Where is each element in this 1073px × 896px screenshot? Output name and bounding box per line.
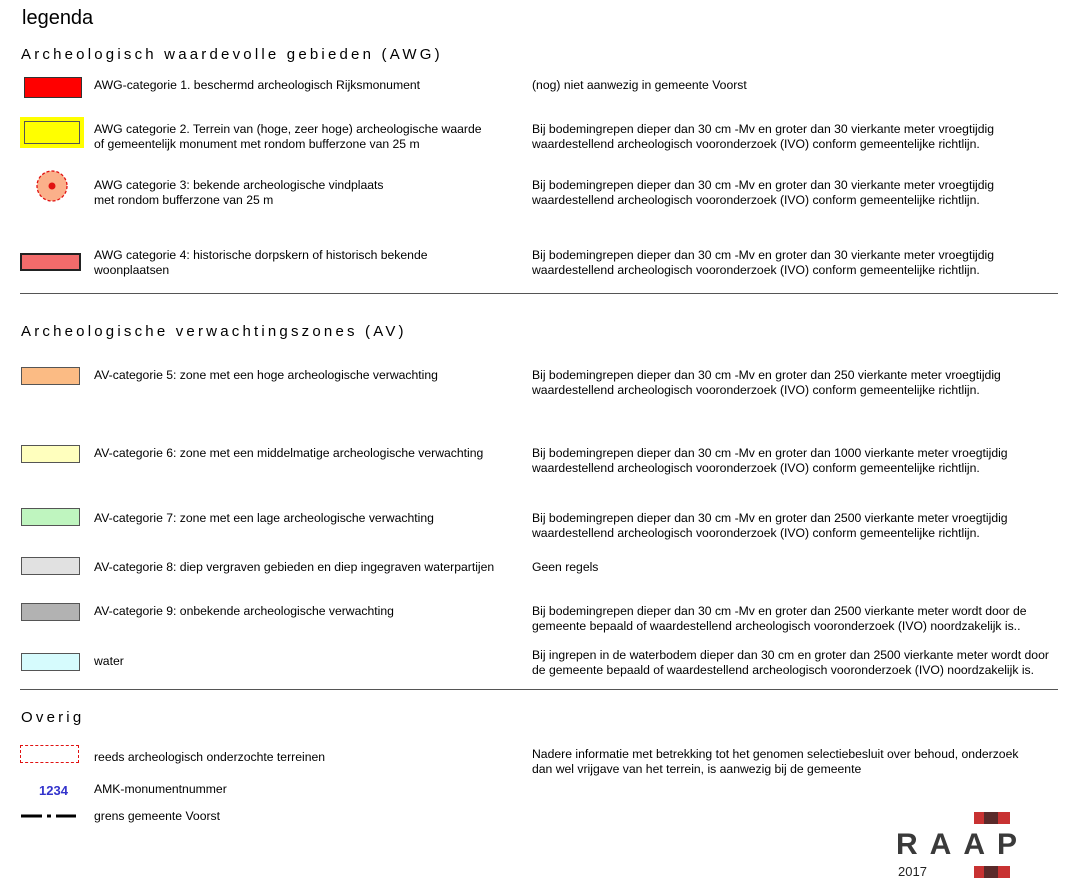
rule-av-5: Bij bodemingrepen dieper dan 30 cm -Mv en groter dan 250 vierkante meter vroegtijdig waardestellend archeologisch vooronderzoek (IVO) conform gemeentelijke richtlijn.: [532, 368, 1001, 397]
label-av-9: AV-categorie 9: onbekende archeologische verwachting: [94, 604, 394, 618]
section-heading-overig: Overig: [21, 709, 85, 726]
swatch-awg-2-outer: [20, 117, 84, 148]
rule-awg-2: Bij bodemingrepen dieper dan 30 cm -Mv en groter dan 30 vierkante meter vroegtijdig waardestellend archeologisch vooronderzoek (IVO) conform gemeentelijke richtlijn.: [532, 122, 995, 151]
swatch-awg-4: [20, 253, 81, 271]
rule-water: Bij ingrepen in de waterbodem dieper dan 30 cm en groter dan 2500 vierkante meter wordt door de gemeente bepaald of waardestellend archeologisch vooronderzoek (IVO) noordzakelijk is.: [532, 648, 1049, 677]
label-water: water: [94, 654, 124, 668]
label-awg-1: AWG-categorie 1. beschermd archeologisch Rijksmonument: [94, 78, 421, 92]
note-overig: Nadere informatie met betrekking tot het genomen selectiebesluit over behoud, onderzoek dan wel vrijgave van het terrein, is aanwezig bij de gemeente: [532, 747, 1019, 776]
swatch-av-8: [21, 557, 80, 575]
label-av-6: AV-categorie 6: zone met een middelmatige archeologische verwachting: [94, 446, 484, 460]
findspot-symbol-icon: [35, 169, 69, 203]
swatch-av-6: [21, 445, 80, 463]
label-border: grens gemeente Voorst: [94, 809, 221, 823]
divider: [20, 689, 1058, 690]
rule-av-6: Bij bodemingrepen dieper dan 30 cm -Mv en groter dan 1000 vierkante meter vroegtijdig waardestellend archeologisch vooronderzoek (IVO) conform gemeentelijke richtlijn.: [532, 446, 1008, 475]
municipality-border-line-icon: [20, 812, 78, 820]
divider: [20, 293, 1058, 294]
swatch-awg-2-inner: [24, 121, 80, 144]
label-av-5: AV-categorie 5: zone met een hoge archeologische verwachting: [94, 368, 438, 382]
swatch-investigated-terrain: [20, 745, 79, 763]
label-amk: AMK-monumentnummer: [94, 782, 227, 796]
swatch-av-9: [21, 603, 80, 621]
label-awg-4: AWG categorie 4: historische dorpskern of historisch bekende woonplaatsen: [94, 248, 428, 277]
rule-awg-4: Bij bodemingrepen dieper dan 30 cm -Mv en groter dan 30 vierkante meter vroegtijdig waardestellend archeologisch vooronderzoek (IVO) conform gemeentelijke richtlijn.: [532, 248, 995, 277]
label-av-8: AV-categorie 8: diep vergraven gebieden en diep ingegraven waterpartijen: [94, 560, 495, 574]
swatch-awg-1: [24, 77, 82, 98]
rule-av-9: Bij bodemingrepen dieper dan 30 cm -Mv en groter dan 2500 vierkante meter wordt door de gemeente bepaald of waardestellend archeologisch vooronderzoek (IVO) noordzakelijk is..: [532, 604, 1027, 633]
swatch-av-7: [21, 508, 80, 526]
raap-logo-year: 2017: [898, 864, 927, 879]
rule-awg-3: Bij bodemingrepen dieper dan 30 cm -Mv en groter dan 30 vierkante meter vroegtijdig waardestellend archeologisch vooronderzoek (IVO) conform gemeentelijke richtlijn.: [532, 178, 995, 207]
section-heading-av: Archeologische verwachtingszones (AV): [21, 323, 407, 340]
amk-number-sample: 1234: [39, 783, 68, 798]
label-awg-3: AWG categorie 3: bekende archeologische vindplaats met rondom bufferzone van 25 m: [94, 178, 384, 207]
swatch-water: [21, 653, 80, 671]
swatch-av-5: [21, 367, 80, 385]
section-heading-awg: Archeologisch waardevolle gebieden (AWG): [21, 46, 443, 63]
label-awg-2: AWG categorie 2. Terrein van (hoge, zeer hoge) archeologische waarde of gemeentelijk monument met rondom bufferzone van 25 m: [94, 122, 482, 151]
rule-awg-1: (nog) niet aanwezig in gemeente Voorst: [532, 78, 747, 92]
label-av-7: AV-categorie 7: zone met een lage archeologische verwachting: [94, 511, 434, 525]
rule-av-8: Geen regels: [532, 560, 599, 574]
rule-av-7: Bij bodemingrepen dieper dan 30 cm -Mv en groter dan 2500 vierkante meter vroegtijdig waardestellend archeologisch vooronderzoek (IVO) conform gemeentelijke richtlijn.: [532, 511, 1008, 540]
legend-title: legenda: [22, 7, 94, 29]
raap-logo-text: RAAP: [896, 828, 1030, 861]
label-investigated-terrain: reeds archeologisch onderzochte terreinen: [94, 750, 326, 764]
